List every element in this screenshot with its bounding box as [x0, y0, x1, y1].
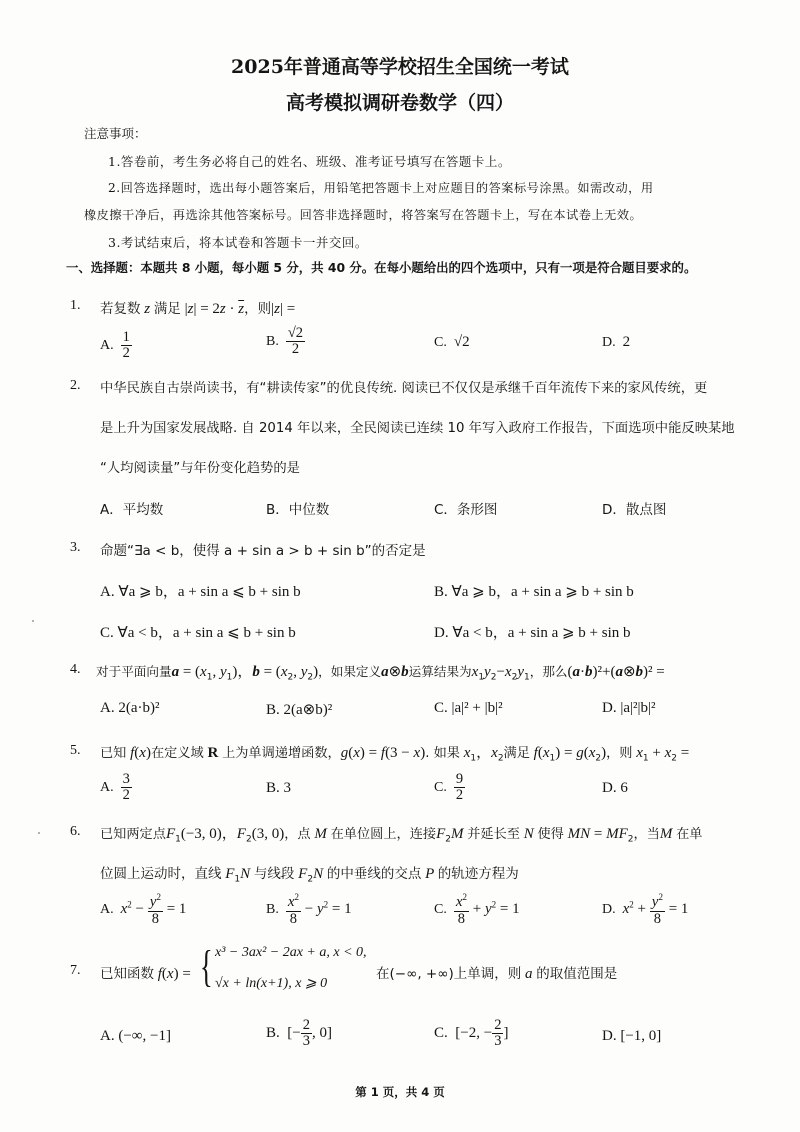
fraction: [492, 1018, 503, 1049]
fraction: [454, 772, 465, 803]
scan-speck: [38, 832, 40, 834]
option-suffix: , 0]: [311, 1025, 332, 1042]
fraction: $\frac{y^2}{8}$: [149, 892, 161, 927]
q3-option-a: A. ∀a ⩾ b，a + sin a ⩽ b + sin b: [100, 584, 301, 600]
q6-text-c: 在单位圆上，连接: [330, 827, 437, 842]
q4-text-d: ，那么: [529, 664, 568, 679]
question-2-line-3: “人均阅读量”与年份变化趋势的是: [100, 461, 300, 476]
q5-option-b: B. 3: [266, 780, 292, 796]
q1-text-c: ，则: [244, 301, 272, 317]
numerator: 2: [302, 1017, 310, 1033]
q7-text-c: 的取值范围是: [536, 966, 618, 982]
q6-option-b: B. $\frac{x^2}{8}$ − $y^2 = 1$: [266, 892, 352, 927]
q1-option-b: [266, 326, 305, 357]
q4-text-b: ，如果定义: [318, 664, 382, 679]
q7-text-b: 在(−∞, +∞)上单调，则: [376, 966, 522, 982]
q2-option-b: B．中位数: [266, 502, 330, 518]
question-5-stem: 已知 f(x)在定义域 R 上为单调递增函数，g(x) = f(3 − x). 如果 $x_1$，$x_2$满足 $f(x_1) = g(x_2)$，则 $x_1 + x_2$ =: [100, 745, 690, 764]
piecewise-brace: {: [200, 942, 213, 991]
question-7-stem-b: 在(−∞, +∞)上单调，则 a 的取值范围是: [376, 966, 618, 982]
q5-text-c: 上为单调递增函数，: [222, 746, 341, 761]
q6-option-d: D. $x^2$ + $\frac{y^2}{8}$ = 1: [602, 892, 689, 927]
fraction: [301, 1018, 312, 1049]
option-label: A.: [100, 337, 114, 353]
question-6-line-2: 位圆上运动时，直线 $F_1N$ 与线段 $F_2N$ 的中垂线的交点 P 的轨迹方程为: [100, 866, 519, 885]
notice-item-2-line-2: 橡皮擦干净后，再选涂其他答案标号。回答非选择题时，将答案写在答题卡上，写在本试卷上无效。: [84, 208, 643, 222]
notice-item-2-line-1: 2.回答选择题时，选出每小题答案后，用铅笔把答题卡上对应题目的答案标号涂黑。如需改动，用: [108, 181, 654, 195]
question-1-stem: 若复数 z 满足 $|z| = 2z \cdot \overline{z}$，则|z| =: [100, 301, 296, 317]
q1-option-a: [100, 330, 132, 361]
notice-heading: 注意事项：: [84, 126, 147, 141]
option-suffix: ]: [503, 1025, 509, 1042]
question-3-stem: 命题“∃a < b，使得 a + sin a > b + sin b”的否定是: [100, 543, 426, 559]
fraction: [121, 330, 132, 361]
denominator: 2: [122, 345, 130, 362]
q7-option-a: A. (−∞, −1]: [100, 1028, 171, 1044]
fraction: $\frac{x^2}{8}$: [455, 892, 468, 927]
q6-text-a: 已知两定点: [100, 827, 166, 842]
q6-text-h: 位圆上运动时，直线: [100, 866, 222, 882]
option-value: √2: [453, 334, 470, 350]
numerator: 3: [122, 771, 130, 787]
question-number: 5.: [70, 743, 81, 758]
page-footer: 第 1 页，共 4 页: [355, 1085, 445, 1099]
q7-case-1: x³ − 3ax² − 2ax + a, x < 0,: [215, 945, 367, 960]
option-label: B.: [266, 333, 279, 349]
notice-item-1: 1.答卷前，考生务必将自己的姓名、班级、准考证号填写在答题卡上。: [108, 154, 511, 169]
q2-option-a: A．平均数: [100, 502, 164, 518]
q4-text-a: 对于平面向量: [96, 664, 172, 679]
numerator: √2: [287, 325, 304, 341]
q5-text-f: ，则: [606, 746, 633, 761]
question-4-stem: 对于平面向量$a = (x_1$, $y_1$)，$b = (x_2$, $y_2$)，如果定义a⊗b运算结果为$x_1y_2-x_2y_1$，那么(a·b)²+(a⊗b)² =: [96, 664, 665, 683]
option-label: C.: [434, 335, 447, 350]
q6-text-f: ，当: [633, 827, 660, 842]
q6-text-j: 的中垂线的交点: [326, 866, 422, 882]
q5-text-d: . 如果: [425, 746, 460, 761]
q6-text-g: 在单: [676, 827, 703, 842]
q5-text-b: 在定义域: [150, 746, 204, 761]
denominator: 2: [291, 341, 300, 358]
question-7-stem-a: 已知函数 f(x) =: [100, 966, 191, 982]
exam-subtitle: 高考模拟调研卷数学（四）: [285, 92, 514, 114]
denominator: 2: [455, 787, 464, 804]
option-label: D.: [602, 902, 616, 918]
question-2-line-1: 中华民族自古崇尚读书，有“耕读传家”的优良传统. 阅读已不仅仅是承继千百年流传下来的家风传统，更: [100, 381, 708, 396]
q4-text-c: 运算结果为: [408, 664, 472, 679]
q6-text-b: ，点: [284, 827, 311, 842]
option-label: B.: [266, 1025, 280, 1042]
question-number: 2.: [70, 378, 81, 393]
q7-option-c: [434, 1018, 508, 1049]
q1-option-c: [434, 334, 470, 351]
question-number: 7.: [70, 963, 81, 978]
option-label: C.: [434, 902, 447, 918]
question-number: 1.: [70, 298, 81, 313]
scan-speck: [32, 620, 34, 622]
exam-title: 2025年普通高等学校招生全国统一考试: [231, 56, 569, 78]
q7-text-a: 已知函数: [100, 966, 154, 982]
q4-option-a: A. 2(a·b)²: [100, 700, 160, 716]
fraction: [286, 326, 305, 357]
question-2-line-2: 是上升为国家发展战略. 自 2014 年以来，全民阅读已连续 10 年写入政府工作报告，下面选项中能反映某地: [100, 421, 735, 436]
q6-text-e: 使得: [537, 827, 564, 842]
q5-option-c: [434, 772, 465, 803]
q3-option-b: B. ∀a ⩾ b，a + sin a ⩾ b + sin b: [434, 584, 634, 600]
q6-text-i: 与线段: [253, 866, 295, 882]
fraction: $\frac{x^2}{8}$: [287, 892, 300, 927]
q1-text-b: 满足: [153, 301, 181, 317]
q5-text-a: 已知: [100, 746, 127, 761]
q5-text-e: 满足: [503, 746, 530, 761]
q5-option-a: [100, 772, 132, 803]
numerator: 9: [455, 771, 464, 787]
option-prefix: [−2, −: [455, 1025, 493, 1042]
q1-text-a: 若复数: [100, 301, 141, 317]
numerator: 2: [494, 1017, 502, 1033]
option-label: C.: [434, 1025, 448, 1042]
denominator: 3: [494, 1033, 502, 1050]
option-label: D.: [602, 335, 616, 350]
question-number: 4.: [70, 662, 81, 677]
denominator: 3: [302, 1033, 310, 1050]
question-number: 3.: [70, 540, 81, 555]
notice-item-3: 3.考试结束后，将本试卷和答题卡一并交回。: [108, 235, 368, 250]
q4-option-b: B. 2(a⊗b)²: [266, 702, 333, 718]
q2-option-c: C．条形图: [434, 502, 498, 518]
q2-option-d: D．散点图: [602, 502, 667, 518]
question-number: 6.: [70, 824, 81, 839]
q6-text-k: 的轨迹方程为: [437, 866, 519, 882]
fraction: [121, 772, 132, 803]
q7-option-b: [266, 1018, 332, 1049]
q4-option-c: C. |a|² + |b|²: [434, 700, 503, 716]
q7-case-2: √x + ln(x+1), x ⩾ 0: [215, 976, 328, 991]
question-6-line-1: 已知两定点$F_1(-3$, 0)，$F_2(3$, 0)，点 M 在单位圆上，连接$F_2M$ 并延长至 N 使得 MN = $MF_2$，当M 在单: [100, 826, 703, 845]
q7-option-d: D. [−1, 0]: [602, 1028, 662, 1044]
q3-option-c: C. ∀a < b，a + sin a ⩽ b + sin b: [100, 625, 296, 641]
q1-option-d: [602, 334, 630, 351]
fraction: $\frac{y^2}{8}$: [651, 892, 663, 927]
option-label: C.: [434, 779, 447, 795]
q5-option-d: D. 6: [602, 780, 628, 796]
option-label: B.: [266, 902, 279, 918]
section-heading: 一、选择题：本题共 8 小题，每小题 5 分，共 40 分。在每小题给出的四个选项中，只有一项是符合题目要求的。: [66, 260, 697, 275]
option-label: A.: [100, 902, 114, 918]
q6-option-c: C. $\frac{x^2}{8}$ + $y^2 = 1$: [434, 892, 520, 927]
q6-text-d: 并延长至: [467, 827, 520, 842]
denominator: 2: [122, 787, 130, 804]
q3-option-d: D. ∀a < b，a + sin a ⩾ b + sin b: [434, 625, 631, 641]
option-label: A.: [100, 779, 114, 795]
numerator: 1: [122, 329, 130, 345]
option-value: 2: [622, 334, 631, 350]
q6-option-a: A. $x^2$ − $\frac{y^2}{8}$ = 1: [100, 892, 187, 927]
q4-option-d: D. |a|²|b|²: [602, 700, 656, 716]
option-prefix: [−: [287, 1025, 301, 1042]
